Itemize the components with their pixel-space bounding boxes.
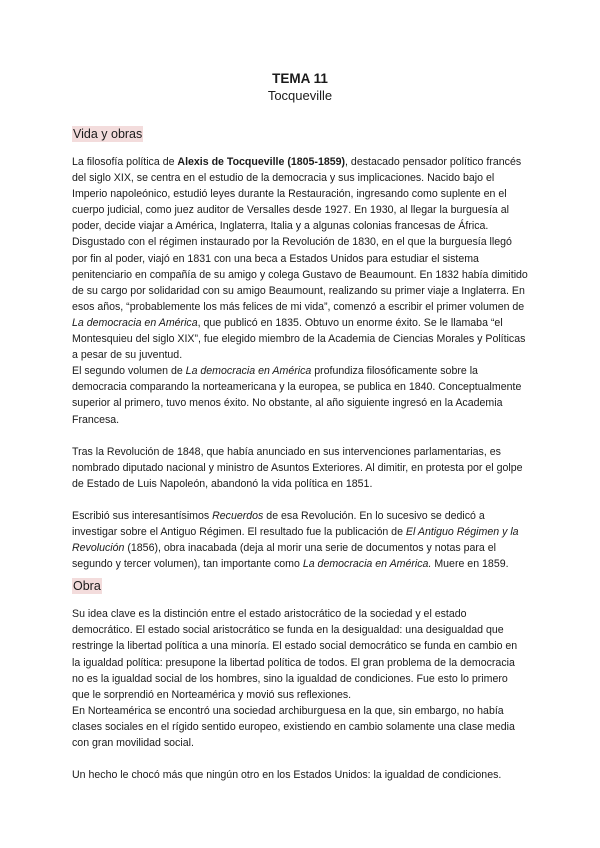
paragraph-gap — [72, 751, 528, 767]
paragraph-igualdad-condiciones: Un hecho le chocó más que ningún otro en los Estados Unidos: la igualdad de condiciones. — [72, 769, 502, 782]
text-run: El segundo volumen de — [72, 365, 186, 378]
section-heading-wrap-obra — [72, 572, 528, 606]
text-run: (1856), obra inacabada (deja al morir una serie de documentos y notas para el segundo y tercer volumen), tan importante como — [72, 542, 497, 571]
paragraph-segundo-volumen — [72, 363, 528, 427]
paragraph-idea-clave: Su idea clave es la distinción entre el estado aristocrático de la sociedad y el estado democrático. El estado social aristocrático se funda en la desigualdad: una desigualdad que restringe la libertad política a una minoría. El estado social democrático se funda en cambio en la igualdad política: presupone la libertad política de todos. El gran problema de la democracia no es la igualdad social de los hombres, sino la igualdad de condiciones. Fue esto lo primero que le sorprendió en Norteamérica y movió sus reflexiones. — [72, 608, 518, 701]
text-run: Escribió sus interesantísimos — [72, 509, 213, 522]
document-subtitle: Tocqueville — [267, 88, 333, 103]
paragraph-intro — [72, 154, 528, 234]
text-run: Disgustado con el régimen instaurado por la Revolución de 1830, en el que la burguesía llegó por fin al poder, viajó en 1831 con una beca a Estados Unidos para estudiar el sistema penitenciario en compañía de su amigo y colega Gustavo de Beaumount. En 1832 había dimitido de su cargo por solidaridad con su amigo Beaumount, realizando su primer viaje a Inglaterra. En esos años, “probablemente los más felices de mi vida”, comenzó a escribir el primer volumen de — [72, 236, 528, 313]
document-title: TEMA 11 — [272, 71, 328, 86]
paragraph-revolucion-1830 — [72, 234, 528, 363]
paragraph-norteamerica: En Norteamérica se encontró una sociedad archiburguesa en la que, sin embargo, no había clases sociales en el rígido sentido europeo, existiendo en cambio solamente una clase media con gran movilidad social. — [72, 704, 515, 749]
paragraph-gap — [72, 428, 528, 444]
italic-book-title: Recuerdos — [212, 509, 264, 522]
italic-book-title: El Antiguo Régimen y la Revolución — [72, 525, 519, 555]
italic-book-title: La democracia en América. — [302, 558, 432, 571]
section-heading-vida-y-obras: Vida y obras — [73, 127, 143, 141]
italic-book-title: La democracia en América — [185, 365, 312, 378]
text-run: , destacado pensador político francés del siglo XIX, se centra en el estudio de la democracia y sus implicaciones. Nacido bajo el Imperio napoleónico, estudió leyes durante la Restauración, ingresando como suplente en el cuerpo judicial, como juez auditor de Versalles desde 1927. En 1930, al llegar la burguesía al poder, decide viajar a América, Inglaterra, Italia y a algunas colonias francesas de África. — [72, 156, 522, 233]
paragraph-revolucion-1848: Tras la Revolución de 1848, que había anunciado en sus intervenciones parlamentarias, es nombrado diputado nacional y ministro de Asuntos Exteriores. Al dimitir, en protesta por el golpe de Estado de Luis Napoleón, abandonó la vida política en 1851. — [72, 445, 523, 490]
section-heading-wrap-vida — [72, 120, 528, 154]
italic-book-title: La democracia en América — [72, 316, 198, 329]
paragraph-recuerdos — [72, 508, 528, 572]
text-run: profundiza filosóficamente sobre la democracia comparando la norteamericana y la europea, se publica en 1840. Conceptualmente superior al primero, tuvo menos éxito. No obstante, al año siguiente ingresó en la Academia Francesa. — [72, 365, 522, 426]
bold-author-name: Alexis de Tocqueville (1805-1859) — [177, 156, 346, 168]
text-run: Muere en 1859. — [431, 558, 509, 571]
paragraph-gap — [72, 492, 528, 508]
text-run: La filosofía política de — [72, 156, 178, 168]
text-run: de esa Revolución. En lo sucesivo se dedicó a investigar sobre el Antiguo Régimen. El resultado fue la publicación de — [72, 509, 485, 538]
section-heading-obra: Obra — [73, 579, 101, 594]
text-run: , que publicó en 1835. Obtuvo un enorme éxito. Se le llamaba “el Montesquieu del siglo XIX”, fue elegido miembro de la Academia de Ciencias Morales y Políticas a pesar de su juventud. — [72, 316, 526, 362]
document-page — [72, 70, 528, 783]
